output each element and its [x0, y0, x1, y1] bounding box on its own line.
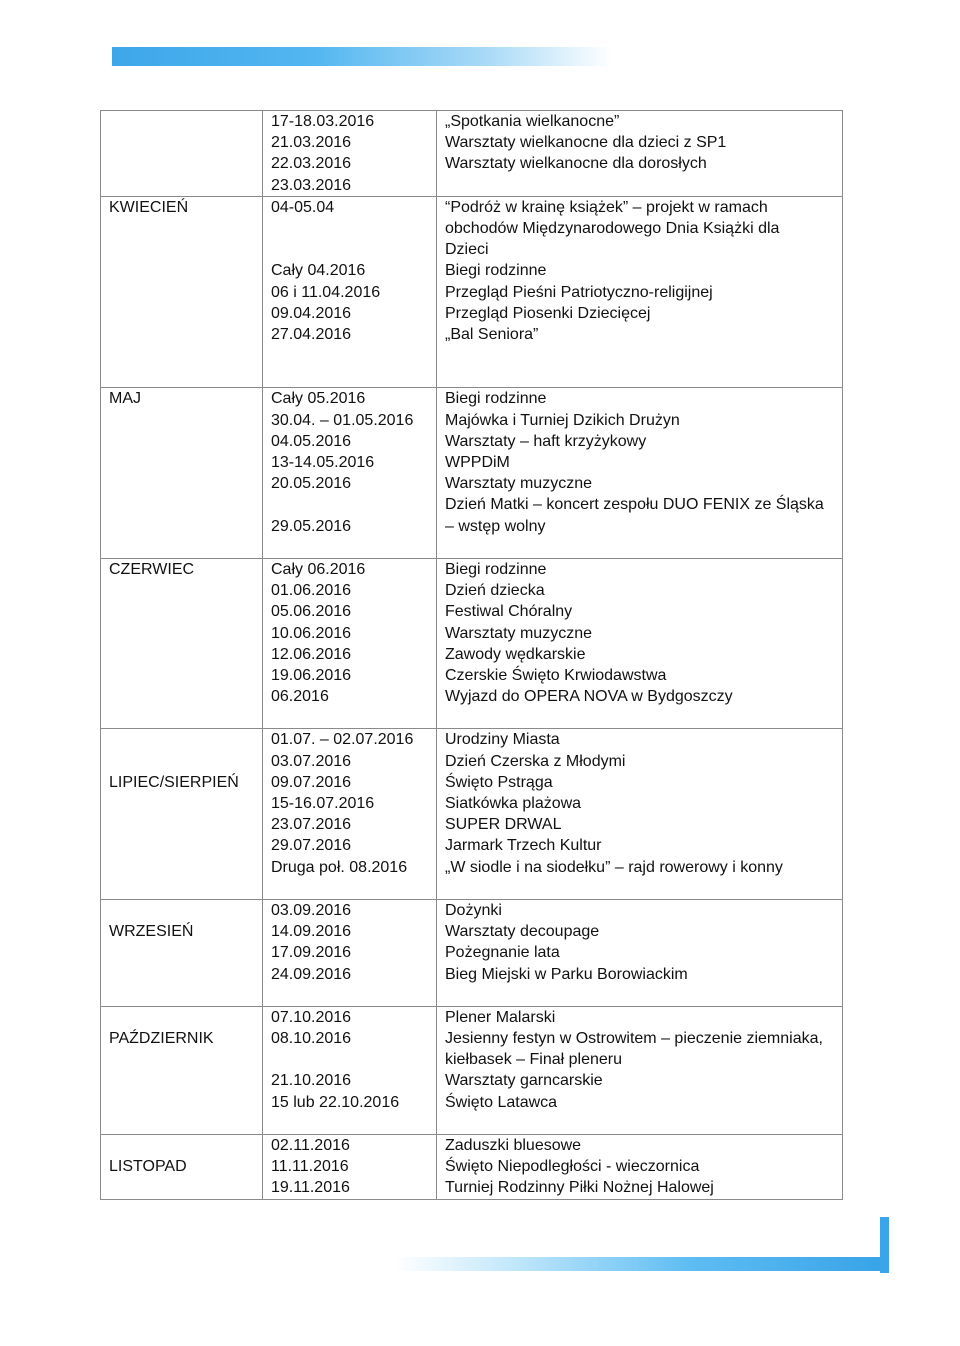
- event-date: 04.05.2016: [271, 432, 352, 450]
- event-date: 15 lub 22.10.2016: [271, 1093, 400, 1111]
- blank-line: [109, 516, 258, 537]
- events-schedule-table: [100, 110, 843, 1200]
- month-row: [101, 388, 843, 559]
- blank-line: [109, 324, 258, 345]
- schedule-body: [101, 111, 843, 1200]
- event-date: 20.05.2016: [271, 475, 352, 493]
- blank-line: [109, 964, 258, 985]
- event-title: Majówka i Turniej Dzikich Drużyn: [445, 411, 680, 429]
- event-date: 12.06.2016: [271, 645, 352, 663]
- event-date: 17.09.2016: [271, 944, 352, 962]
- event-title: Święto Pstrąga: [445, 773, 553, 791]
- event-title: WPPDiM: [445, 454, 510, 471]
- blank-line: [109, 175, 258, 196]
- event-title: Pożegnanie lata: [445, 944, 560, 962]
- month-cell: [101, 729, 263, 900]
- event-date: 17-18.03.2016: [271, 113, 375, 130]
- event-title: „Bal Seniora”: [445, 325, 539, 343]
- month-label: CZERWIEC: [109, 560, 195, 578]
- event-date: 08.10.2016: [271, 1030, 352, 1048]
- event-title: „W siodle i na siodełku” – rajd rowerowy i konny: [445, 858, 783, 876]
- event-date: 07.10.2016: [271, 1008, 352, 1026]
- blank-line: [109, 729, 258, 750]
- event-date: 24.09.2016: [271, 965, 352, 983]
- event-title: Bieg Miejski w Parku Borowiackim: [445, 965, 688, 983]
- event-title: [445, 366, 838, 387]
- event-title: obchodów Międzynarodowego Dnia Książki dla: [445, 219, 780, 237]
- event-title: Warsztaty garncarskie: [445, 1072, 603, 1090]
- month-label: PAŹDZIERNIK: [109, 1030, 214, 1048]
- blank-line: [109, 410, 258, 431]
- blank-line: [109, 686, 258, 707]
- event-title: Zaduszki bluesowe: [445, 1137, 582, 1154]
- event-date: 19.11.2016: [271, 1179, 350, 1197]
- month-row: [101, 111, 843, 197]
- event-title: „Spotkania wielkanocne”: [445, 113, 620, 130]
- event-date: 10.06.2016: [271, 624, 352, 642]
- blank-line: [109, 665, 258, 686]
- event-title: [445, 878, 838, 899]
- month-label: KWIECIEŃ: [109, 198, 189, 216]
- blank-line: [109, 1177, 258, 1198]
- event-title: [445, 537, 838, 558]
- event-date: 30.04. – 01.05.2016: [271, 411, 414, 429]
- blank-line: [109, 260, 258, 281]
- event-date: [271, 707, 432, 728]
- month-label: LISTOPAD: [109, 1158, 187, 1176]
- events-cell: [437, 558, 843, 729]
- month-cell: [101, 196, 263, 388]
- event-title: Przegląd Pieśni Patriotyczno-religijnej: [445, 283, 713, 301]
- blank-line: [109, 878, 258, 899]
- event-title: Dzień dziecka: [445, 582, 545, 600]
- blank-line: [109, 303, 258, 324]
- month-row: [101, 1135, 843, 1200]
- month-cell: [101, 388, 263, 559]
- month-row: [101, 196, 843, 388]
- event-date: 19.06.2016: [271, 666, 352, 684]
- event-title: Święto Niepodległości - wieczornica: [445, 1158, 700, 1176]
- event-title: Dożynki: [445, 901, 502, 919]
- month-cell: [101, 558, 263, 729]
- dates-cell: [263, 111, 437, 197]
- event-date: 01.06.2016: [271, 582, 352, 600]
- blank-line: [109, 1113, 258, 1134]
- event-title: Czerskie Święto Krwiodawstwa: [445, 666, 667, 684]
- event-title: Biegi rodzinne: [445, 560, 547, 578]
- event-title: Wyjazd do OPERA NOVA w Bydgoszczy: [445, 688, 733, 706]
- event-date: 03.07.2016: [271, 752, 352, 770]
- event-title: [445, 345, 838, 366]
- blank-line: [109, 857, 258, 878]
- event-title: Biegi rodzinne: [445, 390, 547, 408]
- blank-line: [109, 473, 258, 494]
- blank-line: [109, 985, 258, 1006]
- event-date: [271, 1113, 432, 1134]
- event-date: 09.07.2016: [271, 773, 352, 791]
- event-date: 14.09.2016: [271, 923, 352, 941]
- blank-line: [109, 751, 258, 772]
- event-title: Dzień Matki – koncert zespołu DUO FENIX ze Śląska: [445, 496, 824, 514]
- event-date: [271, 239, 432, 260]
- header-decorative-bar: [112, 47, 612, 66]
- event-date: [271, 878, 432, 899]
- blank-line: [109, 153, 258, 174]
- event-date: [271, 537, 432, 558]
- event-title: SUPER DRWAL: [445, 816, 562, 834]
- footer-decorative-bar: [395, 1257, 885, 1271]
- blank-line: [109, 431, 258, 452]
- event-date: 13-14.05.2016: [271, 454, 375, 471]
- event-title: [445, 707, 838, 728]
- event-date: 22.03.2016: [271, 155, 352, 173]
- event-title: [445, 985, 838, 1006]
- event-title: Festiwal Chóralny: [445, 603, 573, 621]
- event-title: Warsztaty – haft krzyżykowy: [445, 432, 647, 450]
- event-title: Warsztaty wielkanocne dla dorosłych: [445, 155, 707, 173]
- event-date: 02.11.2016: [271, 1137, 350, 1154]
- event-title: kiełbasek – Finał pleneru: [445, 1051, 622, 1069]
- events-cell: [437, 111, 843, 197]
- event-date: 21.10.2016: [271, 1072, 352, 1090]
- event-date: 01.07. – 02.07.2016: [271, 731, 414, 749]
- dates-cell: [263, 1006, 437, 1134]
- event-date: 23.07.2016: [271, 816, 352, 834]
- dates-cell: [263, 196, 437, 388]
- event-title: Turniej Rodzinny Piłki Nożnej Halowej: [445, 1179, 714, 1197]
- event-title: Warsztaty muzyczne: [445, 475, 592, 493]
- blank-line: [109, 132, 258, 153]
- blank-line: [109, 1135, 258, 1156]
- event-title: Święto Latawca: [445, 1093, 558, 1111]
- month-cell: [101, 899, 263, 1006]
- event-date: [271, 366, 432, 387]
- event-date: 11.11.2016: [271, 1158, 349, 1176]
- month-label: LIPIEC/SIERPIEŃ: [109, 773, 239, 791]
- blank-line: [109, 1049, 258, 1070]
- event-title: Biegi rodzinne: [445, 262, 547, 280]
- footer-decorative-tick: [880, 1217, 889, 1273]
- month-cell: [101, 1006, 263, 1134]
- month-row: [101, 1006, 843, 1134]
- event-date: Cały 04.2016: [271, 262, 366, 280]
- blank-line: [109, 942, 258, 963]
- event-date: 09.04.2016: [271, 304, 352, 322]
- event-date: 21.03.2016: [271, 134, 352, 152]
- blank-line: [109, 793, 258, 814]
- blank-line: [109, 218, 258, 239]
- month-label: WRZESIEŃ: [109, 923, 194, 941]
- event-date: 27.04.2016: [271, 325, 352, 343]
- event-title: Jesienny festyn w Ostrowitem – pieczenie ziemniaka,: [445, 1030, 823, 1048]
- events-cell: [437, 899, 843, 1006]
- event-title: “Podróż w krainę książek” – projekt w ramach: [445, 198, 768, 216]
- event-title: – wstęp wolny: [445, 517, 546, 535]
- blank-line: [109, 580, 258, 601]
- event-date: 23.03.2016: [271, 176, 352, 194]
- blank-line: [109, 814, 258, 835]
- event-date: 03.09.2016: [271, 901, 352, 919]
- month-row: [101, 899, 843, 1006]
- event-date: [271, 1049, 432, 1070]
- event-date: 15-16.07.2016: [271, 795, 375, 812]
- blank-line: [109, 900, 258, 921]
- events-cell: [437, 1135, 843, 1200]
- event-title: Przegląd Piosenki Dziecięcej: [445, 304, 651, 322]
- month-row: [101, 729, 843, 900]
- blank-line: [109, 239, 258, 260]
- event-date: 06.2016: [271, 688, 329, 706]
- event-title: Warsztaty wielkanocne dla dzieci z SP1: [445, 134, 727, 152]
- event-title: Warsztaty decoupage: [445, 923, 600, 941]
- event-title: [445, 175, 838, 196]
- dates-cell: [263, 899, 437, 1006]
- blank-line: [109, 345, 258, 366]
- dates-cell: [263, 1135, 437, 1200]
- event-date: 29.07.2016: [271, 837, 352, 855]
- blank-line: [109, 623, 258, 644]
- blank-line: [109, 537, 258, 558]
- events-cell: [437, 729, 843, 900]
- blank-line: [109, 601, 258, 622]
- event-date: 06 i 11.04.2016: [271, 283, 381, 301]
- events-cell: [437, 1006, 843, 1134]
- event-title: Zawody wędkarskie: [445, 645, 586, 663]
- event-title: Dzieci: [445, 241, 489, 259]
- blank-line: [109, 282, 258, 303]
- month-label: [109, 111, 258, 132]
- dates-cell: [263, 729, 437, 900]
- event-title: Siatkówka plażowa: [445, 795, 582, 812]
- event-date: [271, 345, 432, 366]
- event-date: Cały 05.2016: [271, 390, 366, 408]
- events-cell: [437, 388, 843, 559]
- blank-line: [109, 707, 258, 728]
- blank-line: [109, 366, 258, 387]
- event-date: 04-05.04: [271, 198, 335, 216]
- event-date: Cały 06.2016: [271, 560, 366, 578]
- event-date: [271, 218, 432, 239]
- blank-line: [109, 1092, 258, 1113]
- event-date: [271, 494, 432, 515]
- event-title: Jarmark Trzech Kultur: [445, 837, 602, 855]
- event-title: Urodziny Miasta: [445, 731, 560, 749]
- dates-cell: [263, 558, 437, 729]
- blank-line: [109, 494, 258, 515]
- month-cell: [101, 1135, 263, 1200]
- event-date: 29.05.2016: [271, 517, 352, 535]
- blank-line: [109, 452, 258, 473]
- month-label: MAJ: [109, 390, 141, 408]
- blank-line: [109, 835, 258, 856]
- month-row: [101, 558, 843, 729]
- events-cell: [437, 196, 843, 388]
- blank-line: [109, 1070, 258, 1091]
- event-date: Druga poł. 08.2016: [271, 858, 408, 876]
- event-title: [445, 1113, 838, 1134]
- event-title: Plener Malarski: [445, 1008, 556, 1026]
- event-date: [271, 985, 432, 1006]
- event-date: 05.06.2016: [271, 603, 352, 621]
- blank-line: [109, 1007, 258, 1028]
- event-title: Dzień Czerska z Młodymi: [445, 752, 626, 770]
- event-title: Warsztaty muzyczne: [445, 624, 592, 642]
- dates-cell: [263, 388, 437, 559]
- month-cell: [101, 111, 263, 197]
- blank-line: [109, 644, 258, 665]
